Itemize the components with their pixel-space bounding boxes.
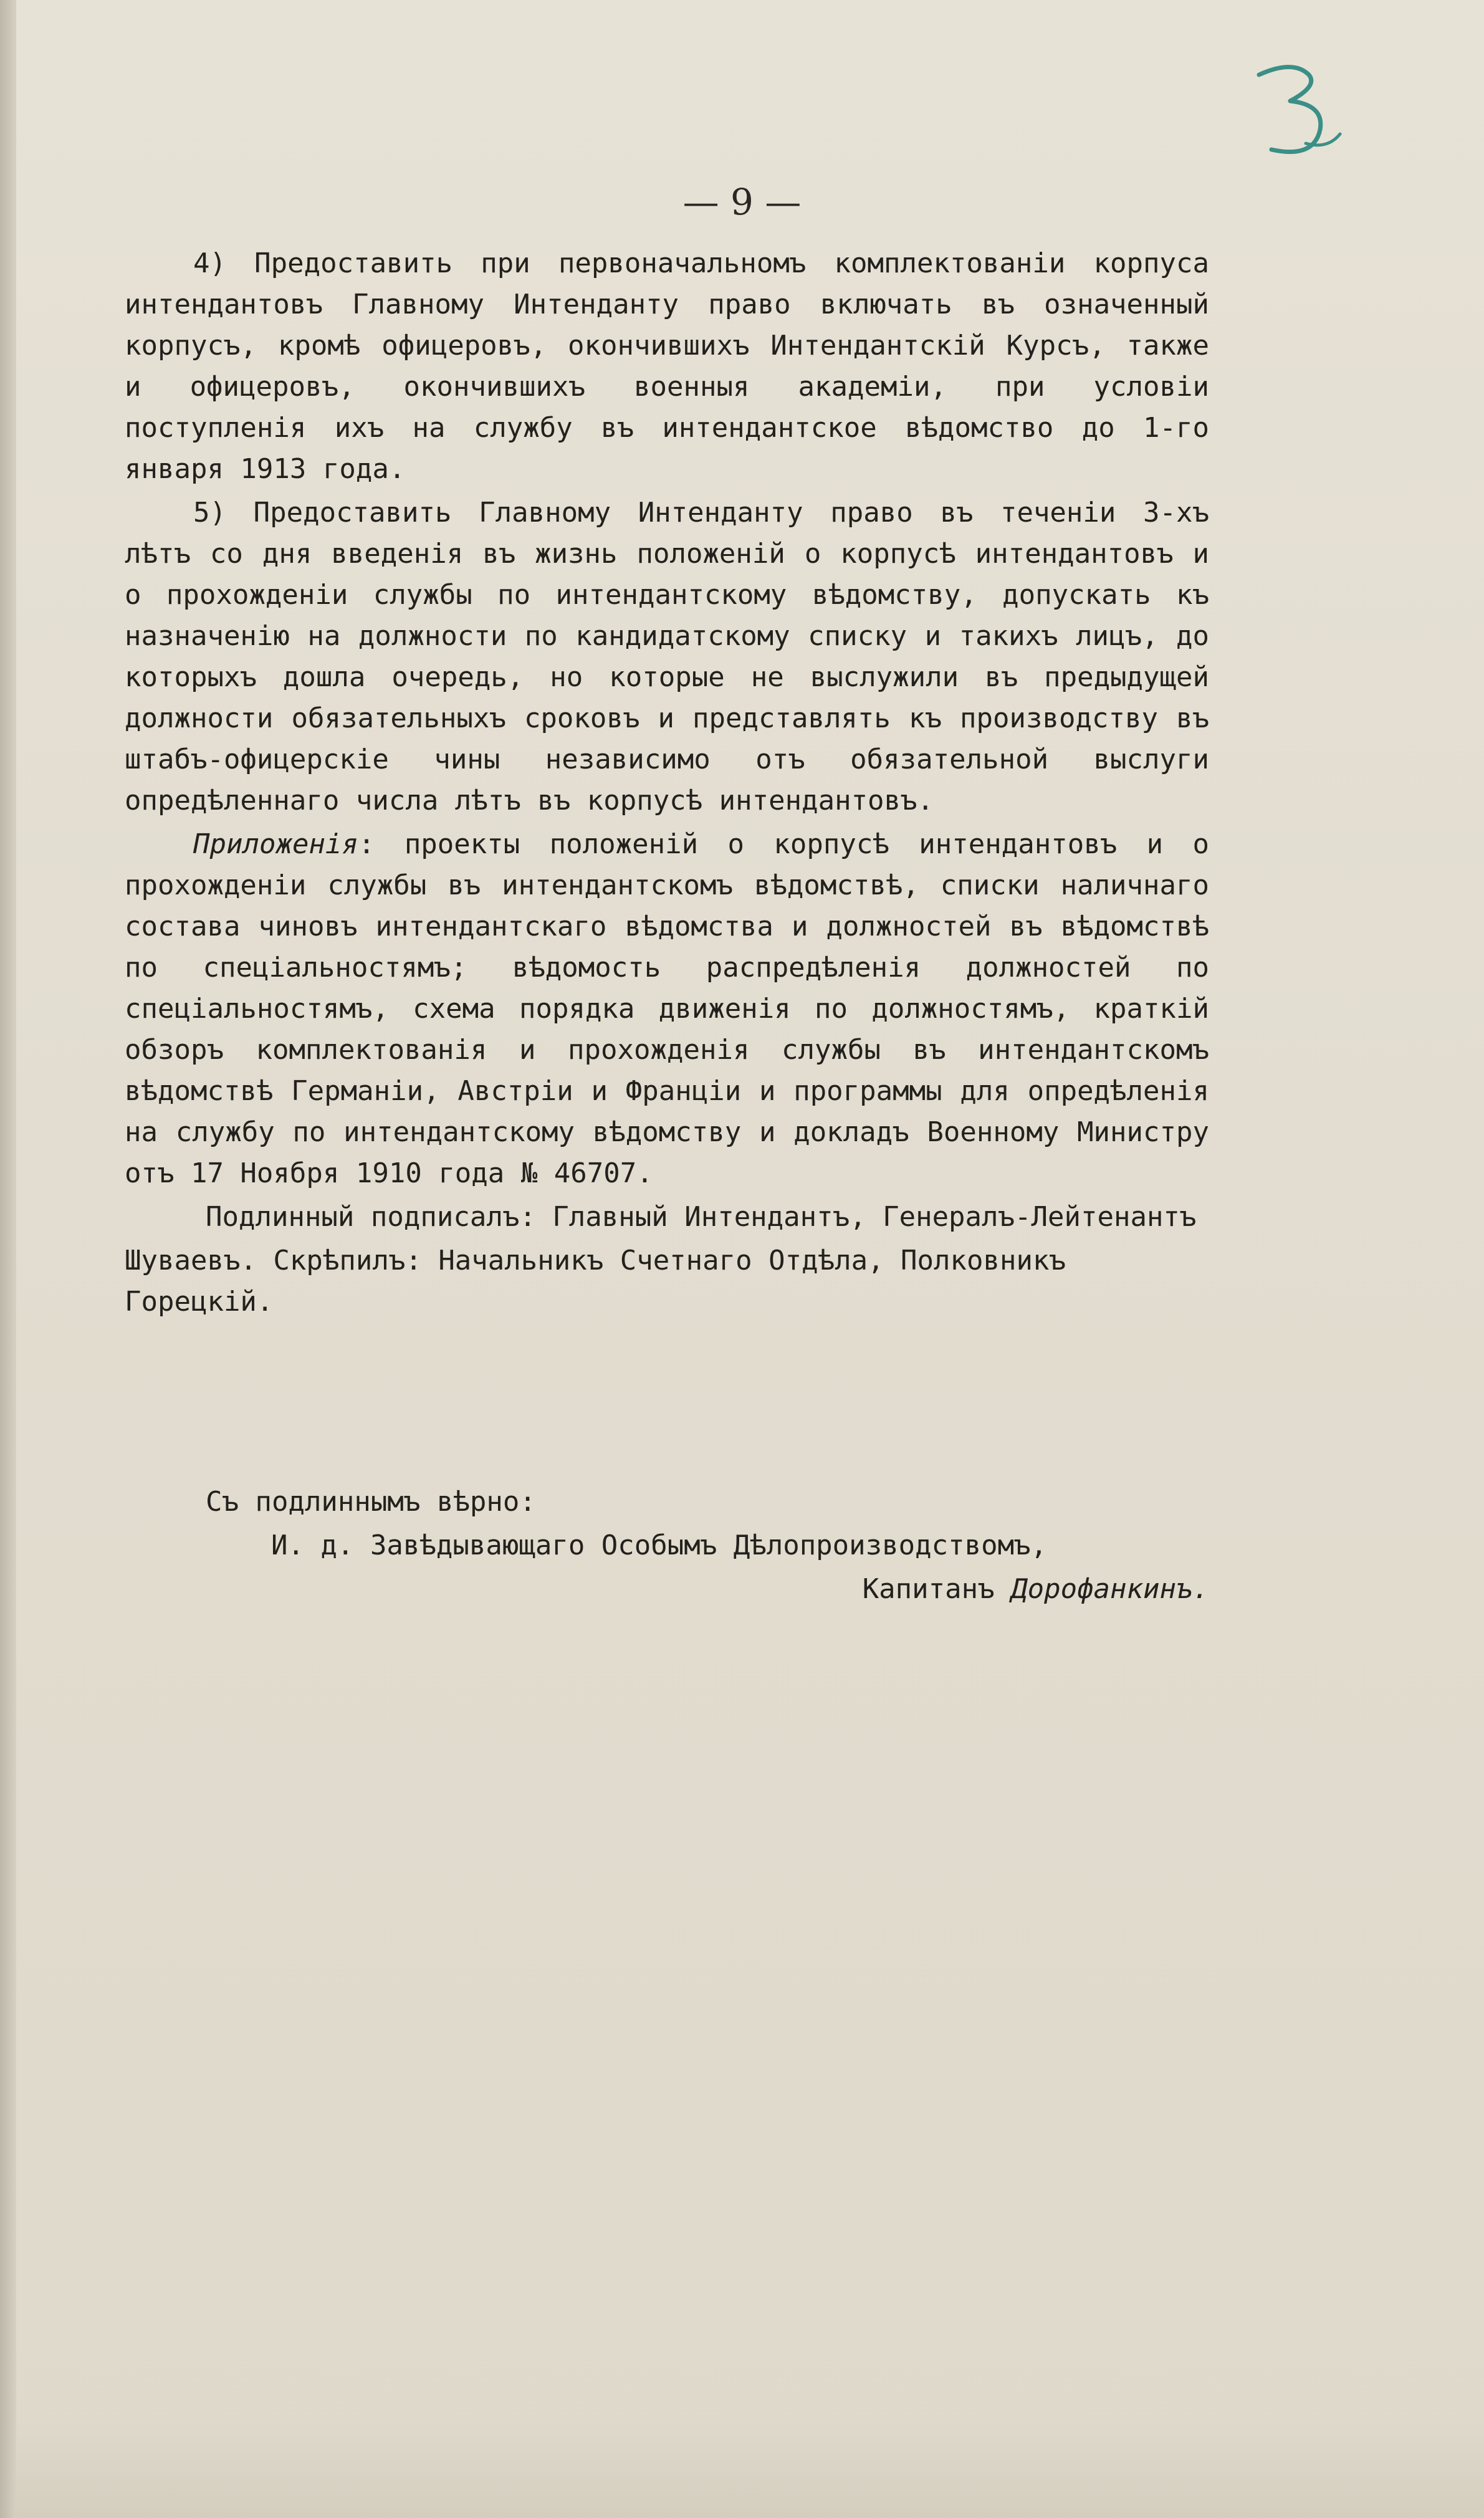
paragraph-5: 5) Предоставить Главному Интенданту право въ теченіи 3-хъ лѣтъ со дня введенія въ жизнь положеній о корпусѣ интендантовъ и о прохожденіи службы по интендантскому вѣдомству, допускать къ назначенію на должности по кандидатскому списку и такихъ лицъ, до которыхъ дошла очередь, но которые не выслужили въ предыдущей должности обязательныхъ сроковъ и представлять къ производству въ штабъ-офицерскіе чины независимо отъ обязательной выслуги опредѣленнаго числа лѣтъ въ корпусѣ интендантовъ. bbox=[125, 497, 1209, 816]
signer-rank: Капитанъ bbox=[862, 1573, 995, 1605]
archive-number-handwritten bbox=[1234, 56, 1346, 175]
certification-line-1: Съ подлиннымъ вѣрно: bbox=[206, 1486, 536, 1518]
appendices-paragraph bbox=[125, 824, 1209, 1194]
certification-block bbox=[125, 1480, 1209, 1611]
appendices-label: Приложенія bbox=[193, 828, 358, 860]
binding-edge bbox=[0, 0, 16, 2518]
paragraph-4: 4) Предоставить при первоначальномъ комплектованіи корпуса интендантовъ Главному Интенданту право включать въ означенный корпусъ, кромѣ офицеровъ, окончившихъ Интендантскій Курсъ, также и офицеровъ, окончившихъ военныя академіи, при условіи поступленія ихъ на службу въ интендантское вѣдомство до 1-го января 1913 года. bbox=[125, 247, 1209, 485]
main-text bbox=[125, 243, 1209, 1325]
signer-name: Дорофанкинъ. bbox=[1011, 1573, 1209, 1605]
appendices-text: : проекты положеній о корпусѣ интендантовъ и о прохожденіи службы въ интендантскомъ вѣдомствѣ, списки наличнаго состава чиновъ интендантскаго вѣдомства и должностей въ вѣдомствѣ по спеціальностямъ; вѣдомость распредѣленія должностей по спеціальностямъ, схема порядка движенія по должностямъ, краткій обзоръ комплектованія и прохожденія службы въ интендантскомъ вѣдомствѣ Германіи, Австріи и Франціи и программы для опредѣленія на службу по интендантскому вѣдомству и докладъ Военному Министру отъ 17 Ноября 1910 года № 46707. bbox=[125, 828, 1209, 1189]
page-number: — 9 — bbox=[682, 181, 802, 223]
paper-shadow bbox=[16, 2418, 1484, 2518]
certification-signer bbox=[125, 1568, 1209, 1611]
signature-line-1: Подлинный подписалъ: Главный Интендантъ, Генералъ-Лейтенантъ bbox=[206, 1201, 1197, 1233]
certification-line-2: И. д. Завѣдывающаго Особымъ Дѣлопроизводствомъ, bbox=[271, 1529, 1048, 1561]
signature-line-2: Шуваевъ. Скрѣпилъ: Начальникъ Счетнаго Отдѣла, Полковникъ Горецкій. bbox=[125, 1245, 1066, 1318]
